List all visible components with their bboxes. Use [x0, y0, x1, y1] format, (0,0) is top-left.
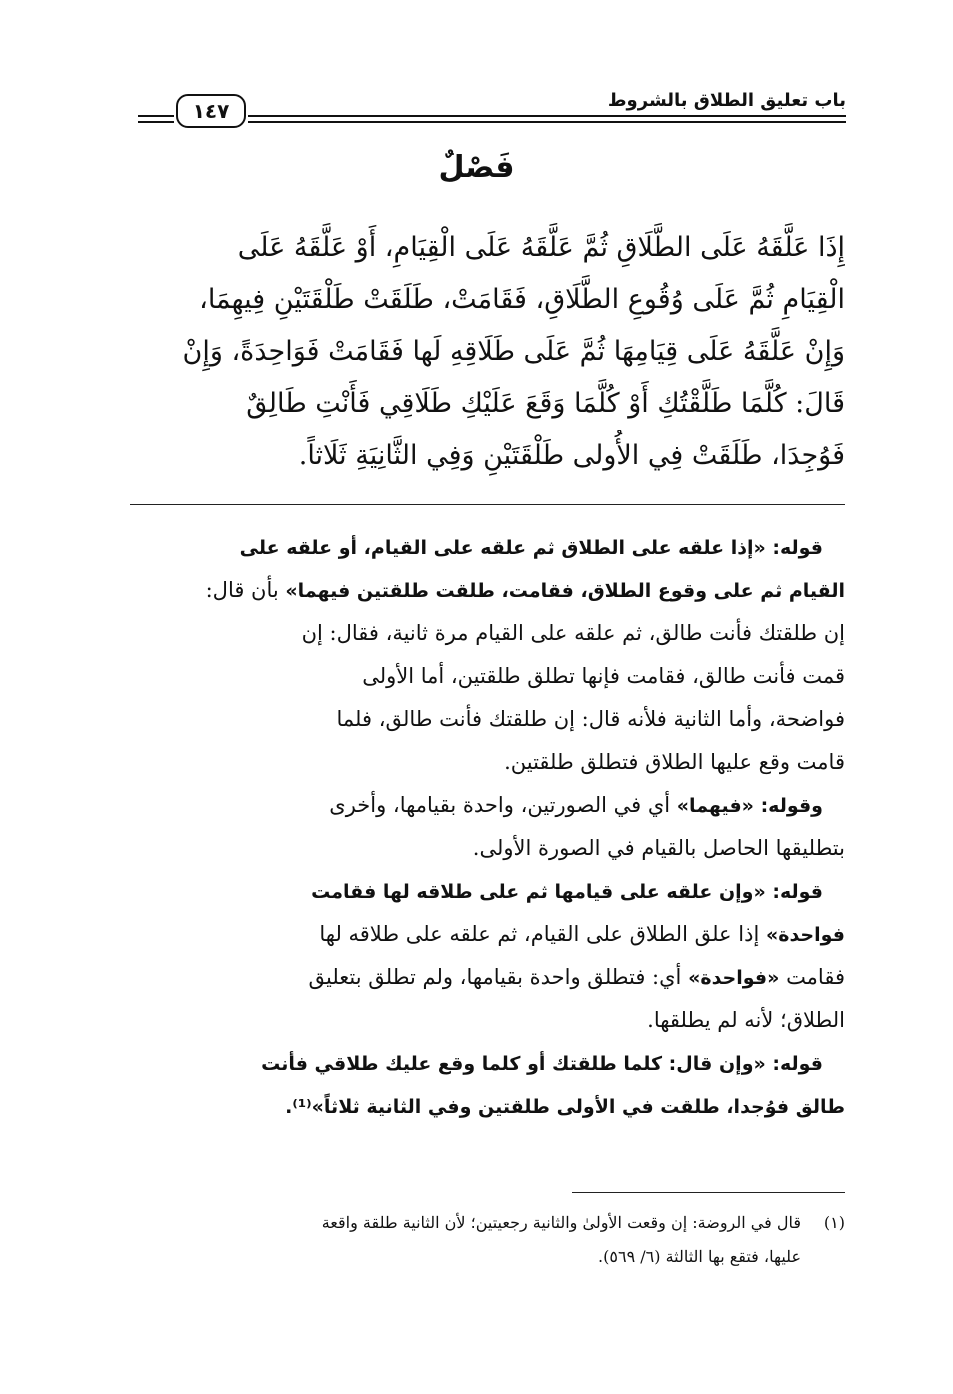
- header-rule-left-2: [138, 121, 174, 123]
- matn-line: فَوُجِدَا، طَلَقَتْ فِي الأُولى طَلْقَتَيْنِ وَفِي الثَّانِيَةِ ثَلَاثاً.: [298, 440, 845, 471]
- quoted-text: فواحدة»: [765, 924, 845, 946]
- header-rule-right-2: [248, 121, 846, 123]
- quoted-text: قوله: «وإن قال: كلما طلقتك أو كلما وقع عليك طلاقي فأنت: [261, 1053, 823, 1075]
- footnote-text: عليها، فتقع بها الثالثة (٦/ ٥٦٩).: [598, 1247, 801, 1266]
- commentary-line: [130, 827, 845, 870]
- plain-text: بتطليقها الحاصل بالقيام في الصورة الأولى.: [472, 836, 845, 860]
- commentary-paragraph: [130, 784, 845, 870]
- commentary-paragraph: [130, 1042, 845, 1128]
- plain-text: أي: فتطلق واحدة بقيامها، ولم تطلق بتعليق: [308, 965, 689, 989]
- footnote-line: [130, 1240, 845, 1274]
- header-rule-right: [248, 115, 846, 117]
- commentary-line: [130, 784, 845, 827]
- commentary-line: [130, 698, 845, 741]
- plain-text: إن طلقتك فأنت طالق، ثم علقه على القيام مرة ثانية، فقال: إن: [301, 621, 845, 645]
- header-rule-left: [138, 115, 174, 117]
- commentary-line: [130, 913, 845, 956]
- commentary-paragraph: [130, 870, 845, 1042]
- commentary-line: [130, 1085, 845, 1128]
- plain-text: بأن قال:: [205, 578, 286, 602]
- commentary-line: [130, 1042, 845, 1085]
- quoted-text: وقوله:: [753, 795, 823, 817]
- commentary-line: [130, 870, 845, 913]
- commentary-paragraph: [130, 526, 845, 784]
- plain-text: إذا علق الطلاق على القيام، ثم علقه على طلاقه لها: [319, 922, 766, 946]
- commentary-line: [130, 569, 845, 612]
- commentary: [130, 526, 845, 1128]
- quoted-text: طالق فوُجدا، طلقت في الأولى طلقتين وفي الثانية ثلاثاً»⁽¹⁾.: [285, 1096, 845, 1118]
- section-title: فَصْلٌ: [438, 150, 515, 185]
- plain-text: أي في الصورتين، واحدة بقيامها، وأخرى: [329, 793, 677, 817]
- quoted-text: قوله: «إذا علقه على الطلاق ثم علقه على القيام، أو علقه على: [239, 537, 823, 559]
- plain-text: الطلاق؛ لأنه لم يطلقها.: [647, 1008, 845, 1032]
- commentary-line: [130, 956, 845, 999]
- footnote-rule: [572, 1192, 845, 1193]
- quoted-text: «فواحدة»: [688, 967, 780, 989]
- plain-text: فواضحة، وأما الثانية فلأنه قال: إن طلقتك فأنت طالق، فلما: [336, 707, 845, 731]
- matn-line: إِذَا عَلَّقَهُ عَلَى الطَّلَاقِ ثُمَّ عَلَّقَهُ عَلَى الْقِيَامِ، أَوْ عَلَّقَهُ عَلَى: [237, 232, 845, 263]
- footnote-text: قال في الروضة: إن وقعت الأولىٰ والثانية رجعيتين؛ لأن الثانية طلقة واقعة: [321, 1213, 801, 1232]
- footnote-line: [130, 1206, 845, 1240]
- quoted-text: قوله: «وإن علقه على قيامها ثم على طلاقه لها فقامت: [311, 881, 823, 903]
- quoted-text: القيام ثم على وقوع الطلاق، فقامت، طلقت طلقتين فيهما»: [285, 580, 845, 602]
- footnote: [130, 1206, 845, 1274]
- matn-text: [130, 222, 845, 482]
- commentary-line: [130, 526, 845, 569]
- matn-line: وَإِنْ عَلَّقَهُ عَلَى قِيَامِهَا ثُمَّ عَلَى طَلَاقِهِ لَها فَقَامَتْ فَوَاحِدَةً، وَإِنْ: [182, 336, 845, 367]
- plain-text: قمت فأنت طالق، فقامت فإنها تطلق طلقتين، أما الأولى: [362, 664, 845, 688]
- matn-divider: [130, 504, 845, 505]
- commentary-line: [130, 999, 845, 1042]
- page-header: [138, 80, 846, 142]
- quoted-text: «فيهما»: [676, 795, 754, 817]
- commentary-line: [130, 655, 845, 698]
- plain-text: قامت وقع عليها الطلاق فتطلق طلقتين.: [504, 750, 845, 774]
- page-number: ١٤٧: [176, 94, 246, 128]
- matn-line: قَالَ: كُلَّمَا طَلَّقْتُكِ أَوْ كُلَّمَا وَقَعَ عَلَيْكِ طَلَاقِي فَأَنْتِ طَالِقٌ: [246, 388, 845, 419]
- matn-line: الْقِيَامِ ثُمَّ عَلَى وُقُوعِ الطَّلَاقِ، فَقَامَتْ، طَلَقَتْ طَلْقَتَيْنِ فِيهِمَا،: [199, 284, 845, 315]
- chapter-title: باب تعليق الطلاق بالشروط: [607, 90, 846, 111]
- footnote-number: (١): [823, 1213, 845, 1232]
- plain-text: فقامت: [779, 965, 845, 989]
- commentary-line: [130, 612, 845, 655]
- commentary-line: [130, 741, 845, 784]
